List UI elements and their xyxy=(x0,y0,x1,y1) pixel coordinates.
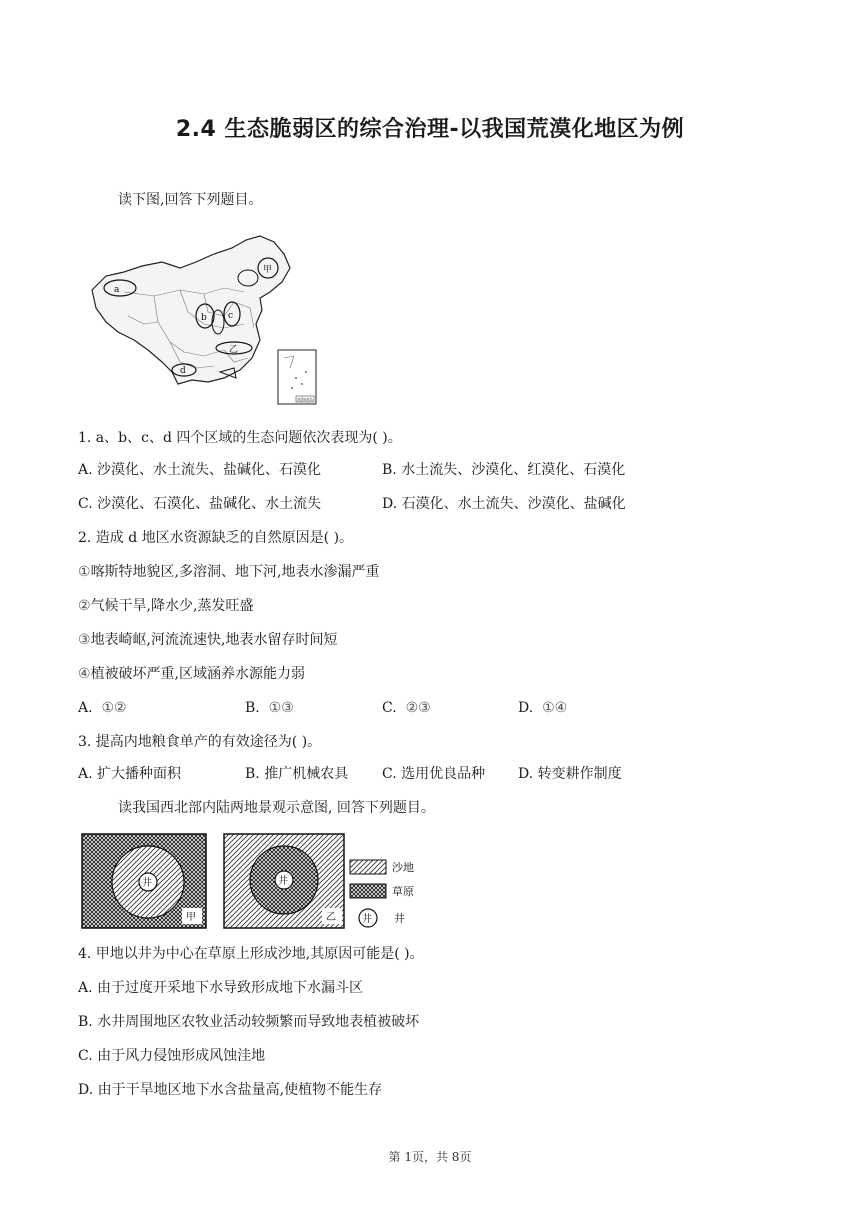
well-label-yi: 井 xyxy=(278,876,288,887)
well-label-jia: 井 xyxy=(142,878,152,889)
legend-sand-label: 沙地 xyxy=(392,861,414,874)
panel-label-yi: 乙 xyxy=(326,912,336,923)
q2-stem: 2. 造成 d 地区水资源缺乏的自然原因是( )。 xyxy=(78,530,354,546)
map-label-jia: 甲 xyxy=(263,265,273,275)
q3-stem: 3. 提高内地粮食单产的有效途径为( )。 xyxy=(78,734,322,750)
q4-option-b[interactable]: B. 水井周围地区农牧业活动较频繁而导致地表植被破坏 xyxy=(78,1014,420,1030)
q2-option-c-value: ②③ xyxy=(405,700,431,716)
q2-option-d-letter: D. xyxy=(518,700,534,716)
q1-stem: 1. a、b、c、d 四个区域的生态问题依次表现为( )。 xyxy=(78,430,402,446)
legend-well-symbol: 井 xyxy=(362,914,372,925)
circled-number-1: ① xyxy=(78,564,91,580)
q2-option-b-value: ①③ xyxy=(268,700,294,716)
q4-option-a[interactable]: A. 由于过度开采地下水导致形成地下水漏斗区 xyxy=(78,980,364,996)
q3-option-c[interactable]: C. 选用优良品种 xyxy=(382,766,486,782)
map-inset-label: 南海诸岛 xyxy=(297,397,313,402)
panel-label-jia: 甲 xyxy=(186,912,196,923)
q3-option-b[interactable]: B. 推广机械农具 xyxy=(245,766,349,782)
page-title: 2.4 生态脆弱区的综合治理-以我国荒漠化地区为例 xyxy=(175,117,685,142)
circled-number-4: ④ xyxy=(78,666,91,682)
q2-option-d-value: ①④ xyxy=(542,700,568,716)
q1-option-a[interactable]: A. 沙漠化、水土流失、盐碱化、石漠化 xyxy=(78,462,322,478)
circled-number-2: ② xyxy=(78,598,91,614)
q2-option-a-value: ①② xyxy=(101,700,127,716)
q2-option-b[interactable] xyxy=(245,698,294,718)
q2-statement-3-text: 地表崎岖,河流流速快,地表水留存时间短 xyxy=(90,632,338,648)
q2-option-d[interactable] xyxy=(518,698,567,718)
intro-landscape: 读我国西北部内陆两地景观示意图, 回答下列题目。 xyxy=(118,800,435,816)
q2-statement-1-text: 喀斯特地貌区,多溶洞、地下河,地表水渗漏严重 xyxy=(90,564,380,580)
q2-option-c-letter: C. xyxy=(382,700,397,716)
q3-option-d[interactable]: D. 转变耕作制度 xyxy=(518,766,622,782)
q2-option-a-letter: A. xyxy=(78,700,93,716)
q2-option-c[interactable] xyxy=(382,698,431,718)
landscape-diagram xyxy=(78,830,418,932)
intro-map: 读下图,回答下列题目。 xyxy=(118,192,263,208)
china-map-figure xyxy=(84,232,320,408)
q1-option-d[interactable]: D. 石漠化、水土流失、沙漠化、盐碱化 xyxy=(382,496,626,512)
q2-option-b-letter: B. xyxy=(245,700,260,716)
q2-statement-1 xyxy=(78,562,379,582)
q2-statement-3 xyxy=(78,630,337,650)
legend-grass-label: 草原 xyxy=(392,885,414,898)
q4-stem: 4. 甲地以井为中心在草原上形成沙地,其原因可能是( )。 xyxy=(78,946,424,962)
q2-statement-2-text: 气候干旱,降水少,蒸发旺盛 xyxy=(90,598,254,614)
map-label-yi: 乙 xyxy=(229,345,239,355)
q4-option-d[interactable]: D. 由于干旱地区地下水含盐量高,使植物不能生存 xyxy=(78,1082,383,1098)
q2-statement-4-text: 植被破坏严重,区域涵养水源能力弱 xyxy=(90,666,306,682)
q1-option-b[interactable]: B. 水土流失、沙漠化、红漠化、石漠化 xyxy=(382,462,626,478)
map-label-c: c xyxy=(228,311,234,321)
legend-sand-swatch xyxy=(350,860,386,874)
q3-option-a[interactable]: A. 扩大播种面积 xyxy=(78,766,182,782)
map-label-a: a xyxy=(114,285,120,295)
map-label-b: b xyxy=(201,313,207,323)
q4-option-c[interactable]: C. 由于风力侵蚀形成风蚀洼地 xyxy=(78,1048,266,1064)
map-label-d: d xyxy=(180,366,186,376)
circled-number-3: ③ xyxy=(78,632,91,648)
q2-statement-4 xyxy=(78,664,305,684)
q2-option-a[interactable] xyxy=(78,698,127,718)
page-footer: 第 1页，共 8页 xyxy=(388,1150,472,1164)
legend-well-label: 井 xyxy=(394,912,405,925)
legend-grass-swatch xyxy=(350,884,386,898)
q2-statement-2 xyxy=(78,596,253,616)
q1-option-c[interactable]: C. 沙漠化、石漠化、盐碱化、水土流失 xyxy=(78,496,322,512)
